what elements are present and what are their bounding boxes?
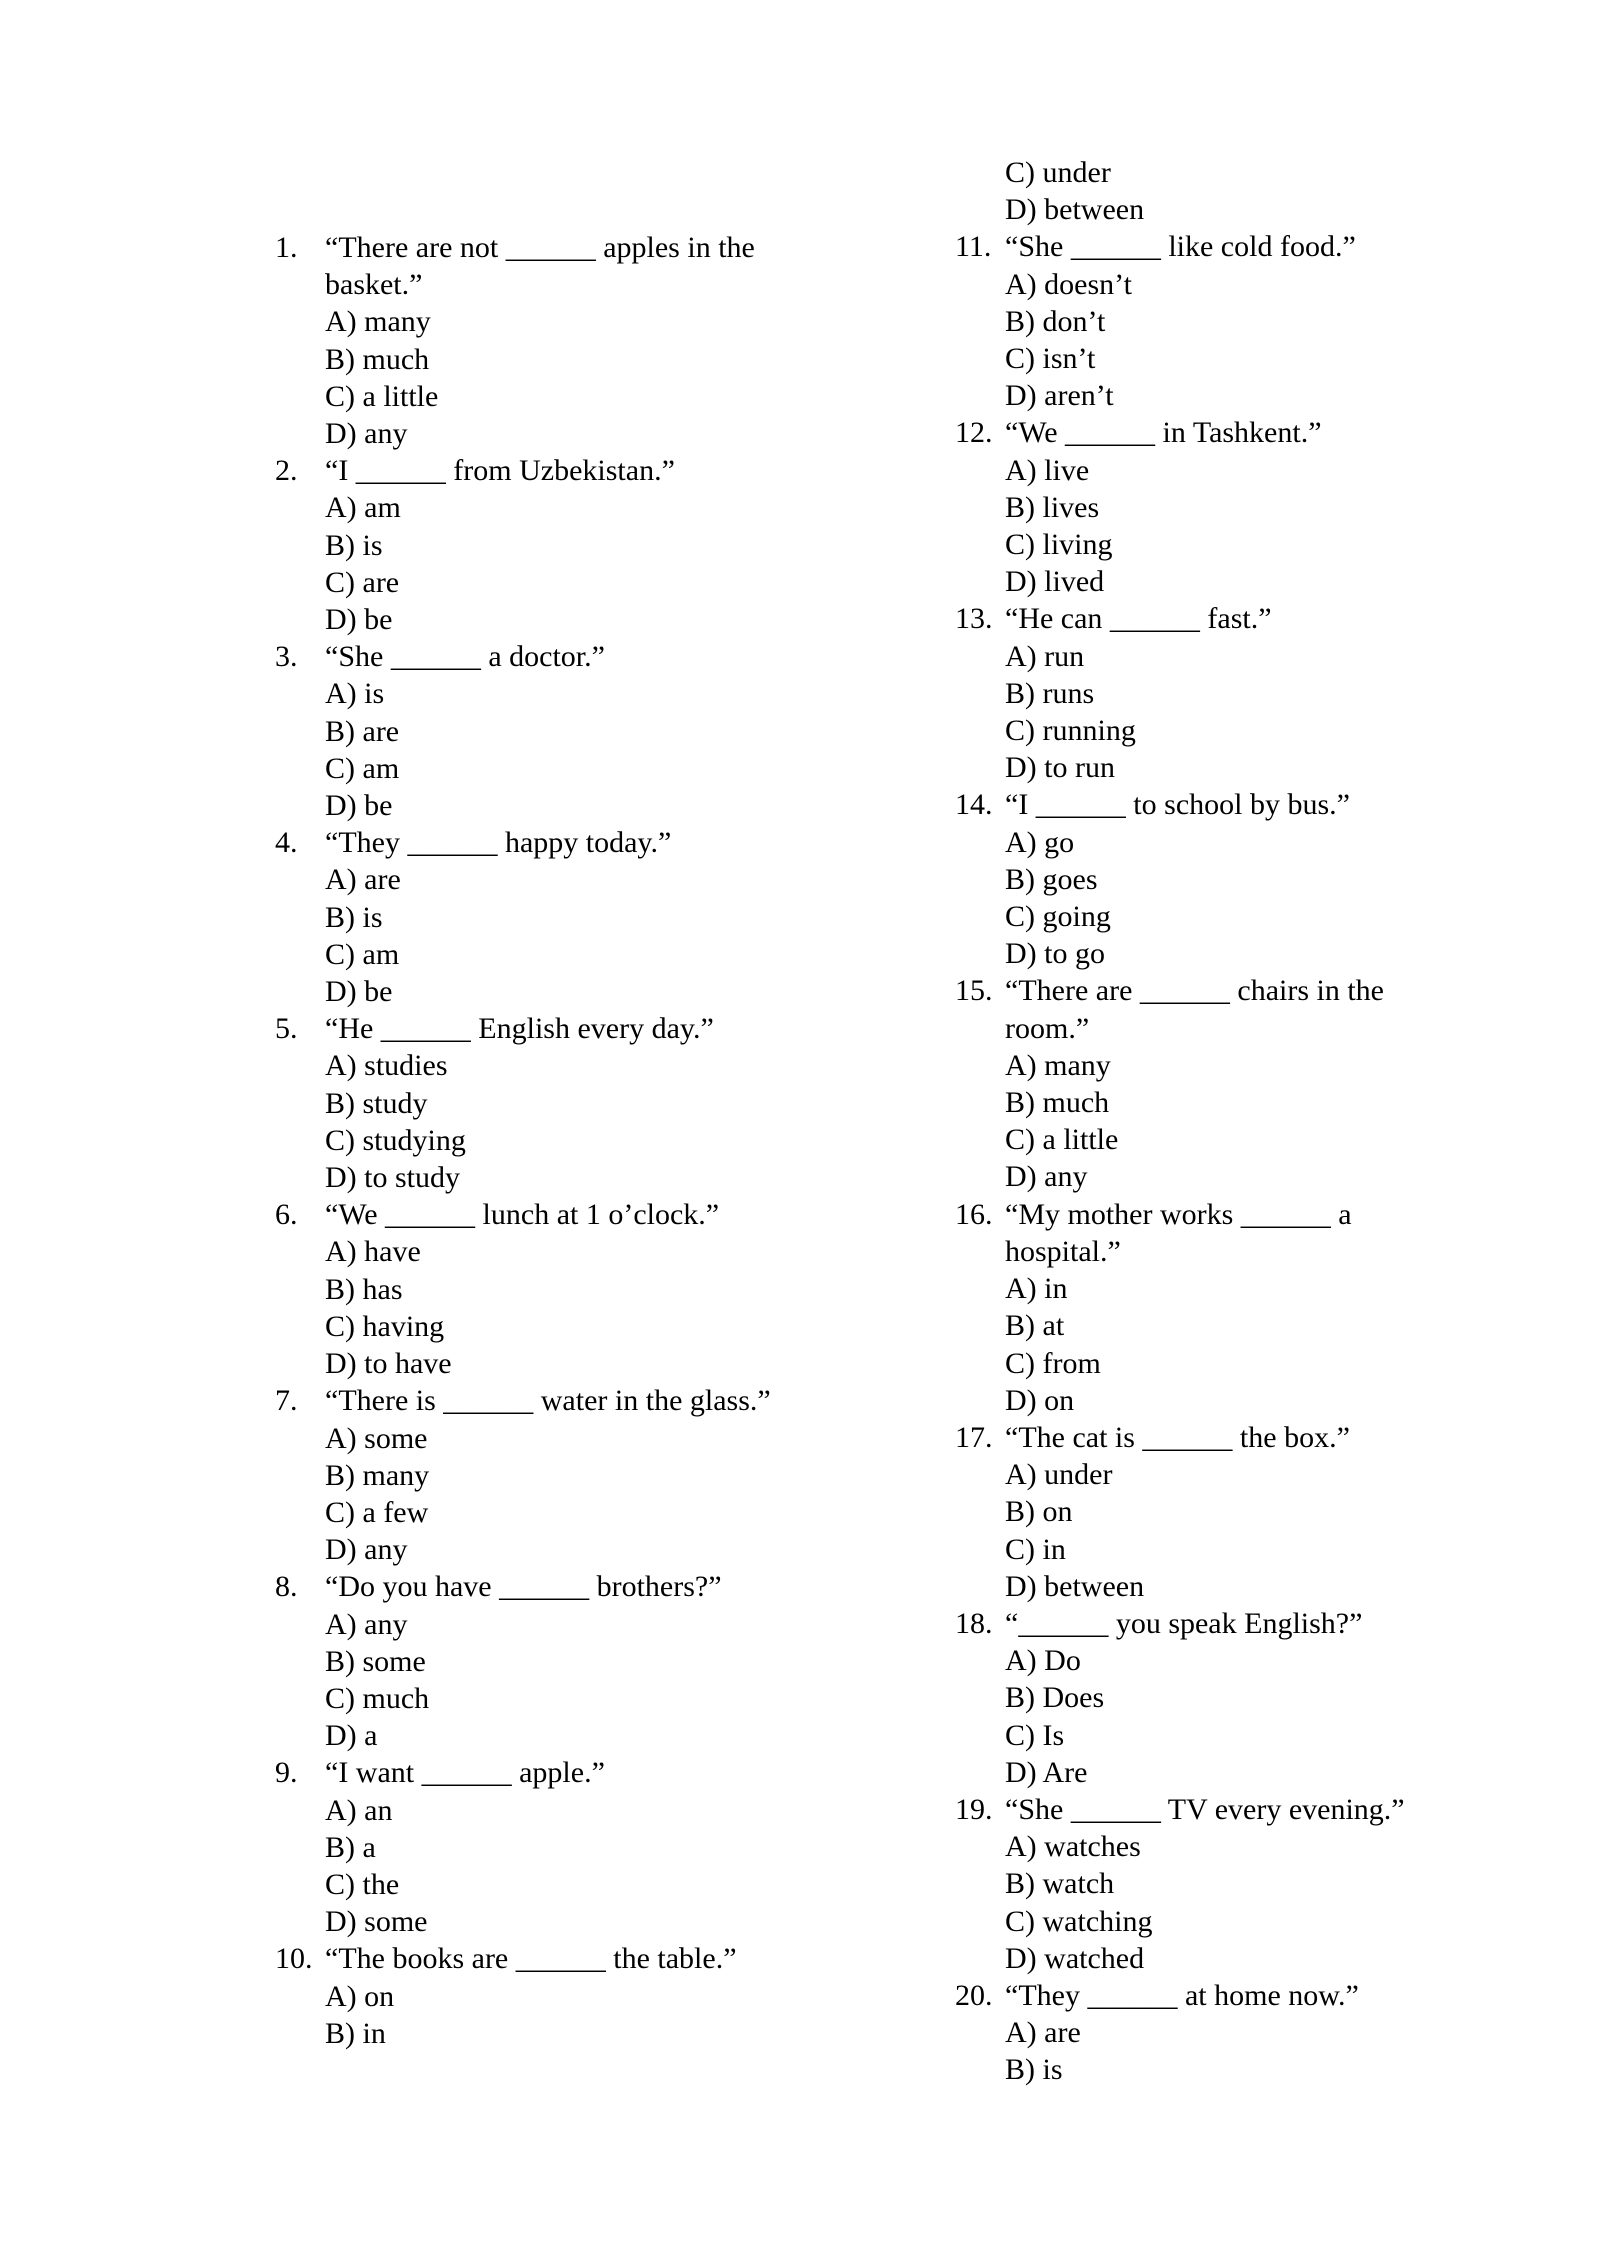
answer-option: A) studies bbox=[325, 1049, 448, 1083]
answer-option: B) is bbox=[325, 528, 383, 562]
question-text: “She ______ like cold food.” bbox=[1005, 230, 1356, 264]
answer-option: B) lives bbox=[1005, 490, 1100, 524]
answer-option: D) watched bbox=[1005, 1941, 1145, 1975]
question-text: “They ______ at home now.” bbox=[1005, 1978, 1359, 2012]
answer-option: D) aren’t bbox=[1005, 379, 1114, 413]
left-column bbox=[275, 229, 830, 2052]
question-item bbox=[955, 1605, 1455, 1791]
answer-option: D) any bbox=[325, 417, 408, 451]
question-item bbox=[955, 1977, 1455, 2089]
question-text: room.” bbox=[1005, 1011, 1090, 1045]
answer-option: A) run bbox=[1005, 639, 1085, 673]
question-number: 1. bbox=[275, 231, 298, 264]
answer-option: B) is bbox=[325, 900, 383, 934]
answer-option: C) a little bbox=[1005, 1123, 1119, 1157]
answer-option: B) much bbox=[1005, 1086, 1110, 1120]
answer-option: D) any bbox=[325, 1533, 408, 1567]
question-text: “The cat is ______ the box.” bbox=[1005, 1420, 1350, 1454]
answer-option: D) on bbox=[1005, 1383, 1075, 1417]
question-number: 8. bbox=[275, 1570, 298, 1604]
question-text: basket.” bbox=[325, 268, 423, 302]
answer-option: A) doesn’t bbox=[1005, 267, 1132, 301]
question-item bbox=[275, 1196, 830, 1382]
question-item bbox=[955, 414, 1455, 600]
answer-option: C) am bbox=[325, 751, 400, 785]
question-number: 3. bbox=[275, 640, 298, 674]
question-item bbox=[955, 228, 1455, 414]
answer-option: D) be bbox=[325, 975, 393, 1009]
question-item bbox=[275, 638, 830, 824]
answer-option: A) is bbox=[325, 677, 385, 711]
answer-option: C) in bbox=[1005, 1532, 1066, 1566]
question-text: “There are ______ chairs in the bbox=[1005, 974, 1384, 1008]
question-number: 6. bbox=[275, 1198, 298, 1232]
answer-option: B) on bbox=[1005, 1495, 1073, 1529]
question-number: 9. bbox=[275, 1756, 298, 1790]
question-item bbox=[275, 1754, 830, 1940]
answer-option: A) watches bbox=[1005, 1830, 1141, 1864]
question-text: “He ______ English every day.” bbox=[325, 1012, 714, 1046]
question-item bbox=[275, 229, 830, 452]
answer-option: B) some bbox=[325, 1644, 426, 1678]
answer-option: B) in bbox=[325, 2016, 386, 2050]
question-number: 15. bbox=[955, 974, 993, 1008]
question-number: 11. bbox=[955, 230, 992, 264]
question-text: “She ______ a doctor.” bbox=[325, 640, 605, 674]
question-text: “______ you speak English?” bbox=[1005, 1606, 1363, 1640]
question-item bbox=[955, 600, 1455, 786]
answer-option: C) from bbox=[1005, 1346, 1101, 1380]
question-number: 4. bbox=[275, 826, 298, 860]
answer-option: C) living bbox=[1005, 528, 1113, 562]
answer-option: A) many bbox=[1005, 1048, 1111, 1082]
question-number: 10. bbox=[275, 1942, 313, 1976]
answer-option: A) go bbox=[1005, 825, 1075, 859]
answer-option: B) much bbox=[325, 342, 430, 376]
question-item bbox=[275, 1568, 830, 1754]
question-number: 5. bbox=[275, 1012, 298, 1046]
answer-option: B) runs bbox=[1005, 676, 1095, 710]
answer-option: D) to study bbox=[325, 1161, 460, 1195]
answer-option: C) studying bbox=[325, 1123, 466, 1157]
question-text: “Do you have ______ brothers?” bbox=[325, 1570, 722, 1604]
answer-option: D) a bbox=[325, 1719, 378, 1753]
answer-option: A) in bbox=[1005, 1272, 1068, 1306]
question-item bbox=[955, 972, 1455, 1195]
answer-option: D) Are bbox=[1005, 1755, 1088, 1789]
answer-option: D) any bbox=[1005, 1160, 1088, 1194]
answer-option: C) Is bbox=[1005, 1718, 1065, 1752]
answer-option: D) lived bbox=[1005, 565, 1105, 599]
question-text: “We ______ in Tashkent.” bbox=[1005, 416, 1322, 450]
question-number: 12. bbox=[955, 416, 993, 450]
answer-option: B) has bbox=[325, 1272, 403, 1306]
answer-option: C) a few bbox=[325, 1495, 429, 1529]
question-item bbox=[275, 1010, 830, 1196]
answer-option: D) be bbox=[325, 603, 393, 637]
question-item bbox=[275, 1382, 830, 1568]
question-text: hospital.” bbox=[1005, 1234, 1121, 1268]
answer-option: B) goes bbox=[1005, 862, 1098, 896]
answer-option: A) an bbox=[325, 1793, 393, 1827]
answer-option: D) to go bbox=[1005, 937, 1105, 971]
question-number: 20. bbox=[955, 1978, 993, 2012]
answer-option: A) under bbox=[1005, 1458, 1113, 1492]
question-item bbox=[275, 452, 830, 638]
question-item bbox=[955, 786, 1455, 972]
question-text: “The books are ______ the table.” bbox=[325, 1942, 737, 1976]
answer-option: C) the bbox=[325, 1867, 400, 1901]
answer-option: A) am bbox=[325, 491, 401, 525]
answer-option: A) any bbox=[325, 1607, 408, 1641]
answer-option: C) watching bbox=[1005, 1904, 1153, 1938]
question-item bbox=[955, 1419, 1455, 1605]
question-item bbox=[955, 1196, 1455, 1419]
question-text: “We ______ lunch at 1 o’clock.” bbox=[325, 1198, 720, 1232]
question-number: 19. bbox=[955, 1792, 993, 1826]
right-column bbox=[955, 154, 1455, 2089]
question-number: 17. bbox=[955, 1420, 993, 1454]
answer-option: B) are bbox=[325, 714, 400, 748]
answer-option: B) at bbox=[1005, 1309, 1065, 1343]
answer-option: A) live bbox=[1005, 453, 1090, 487]
answer-option: B) a bbox=[325, 1830, 376, 1864]
answer-option: B) Does bbox=[1005, 1681, 1105, 1715]
answer-option: B) many bbox=[325, 1458, 430, 1492]
question-number: 14. bbox=[955, 788, 993, 822]
answer-option: C) having bbox=[325, 1309, 445, 1343]
question-item bbox=[955, 1791, 1455, 1977]
question-text: “She ______ TV every evening.” bbox=[1005, 1792, 1405, 1826]
answer-option: A) have bbox=[325, 1235, 421, 1269]
question-number: 16. bbox=[955, 1197, 993, 1231]
answer-option: D) some bbox=[325, 1905, 428, 1939]
question-text: “They ______ happy today.” bbox=[325, 826, 672, 860]
question-number: 13. bbox=[955, 602, 993, 636]
answer-option: A) many bbox=[325, 305, 431, 339]
answer-option: B) don’t bbox=[1005, 304, 1106, 338]
answer-option: B) watch bbox=[1005, 1867, 1115, 1901]
answer-option: C) a little bbox=[325, 379, 439, 413]
question-text: “I want ______ apple.” bbox=[325, 1756, 605, 1790]
answer-option: B) is bbox=[1005, 2053, 1063, 2087]
answer-option: D) be bbox=[325, 789, 393, 823]
question-text: “I ______ from Uzbekistan.” bbox=[325, 454, 675, 488]
answer-option: D) between bbox=[1005, 1569, 1145, 1603]
question-item bbox=[275, 1940, 830, 2052]
option: D) between bbox=[1005, 193, 1145, 227]
question-text: “He can ______ fast.” bbox=[1005, 602, 1272, 636]
answer-option: A) some bbox=[325, 1421, 428, 1455]
question-number: 7. bbox=[275, 1384, 298, 1418]
question-text: “I ______ to school by bus.” bbox=[1005, 788, 1350, 822]
question-text: “There are not ______ apples in the bbox=[325, 231, 755, 264]
answer-option: A) on bbox=[325, 1979, 395, 2013]
answer-option: A) are bbox=[325, 863, 401, 897]
answer-option: D) to have bbox=[325, 1347, 452, 1381]
answer-option: D) to run bbox=[1005, 751, 1115, 785]
answer-option: C) are bbox=[325, 565, 400, 599]
answer-option: C) running bbox=[1005, 714, 1136, 748]
question-text: “My mother works ______ a bbox=[1005, 1197, 1352, 1231]
answer-option: B) study bbox=[325, 1086, 428, 1120]
answer-option: C) much bbox=[325, 1681, 430, 1715]
answer-option: C) isn’t bbox=[1005, 342, 1096, 376]
question-text: “There is ______ water in the glass.” bbox=[325, 1384, 771, 1418]
answer-option: C) am bbox=[325, 937, 400, 971]
answer-option: A) are bbox=[1005, 2016, 1081, 2050]
continuation-options bbox=[955, 154, 1455, 228]
question-number: 2. bbox=[275, 454, 298, 488]
question-number: 18. bbox=[955, 1606, 993, 1640]
question-item bbox=[275, 824, 830, 1010]
option: C) under bbox=[1005, 156, 1111, 189]
answer-option: A) Do bbox=[1005, 1644, 1081, 1678]
answer-option: C) going bbox=[1005, 900, 1111, 934]
